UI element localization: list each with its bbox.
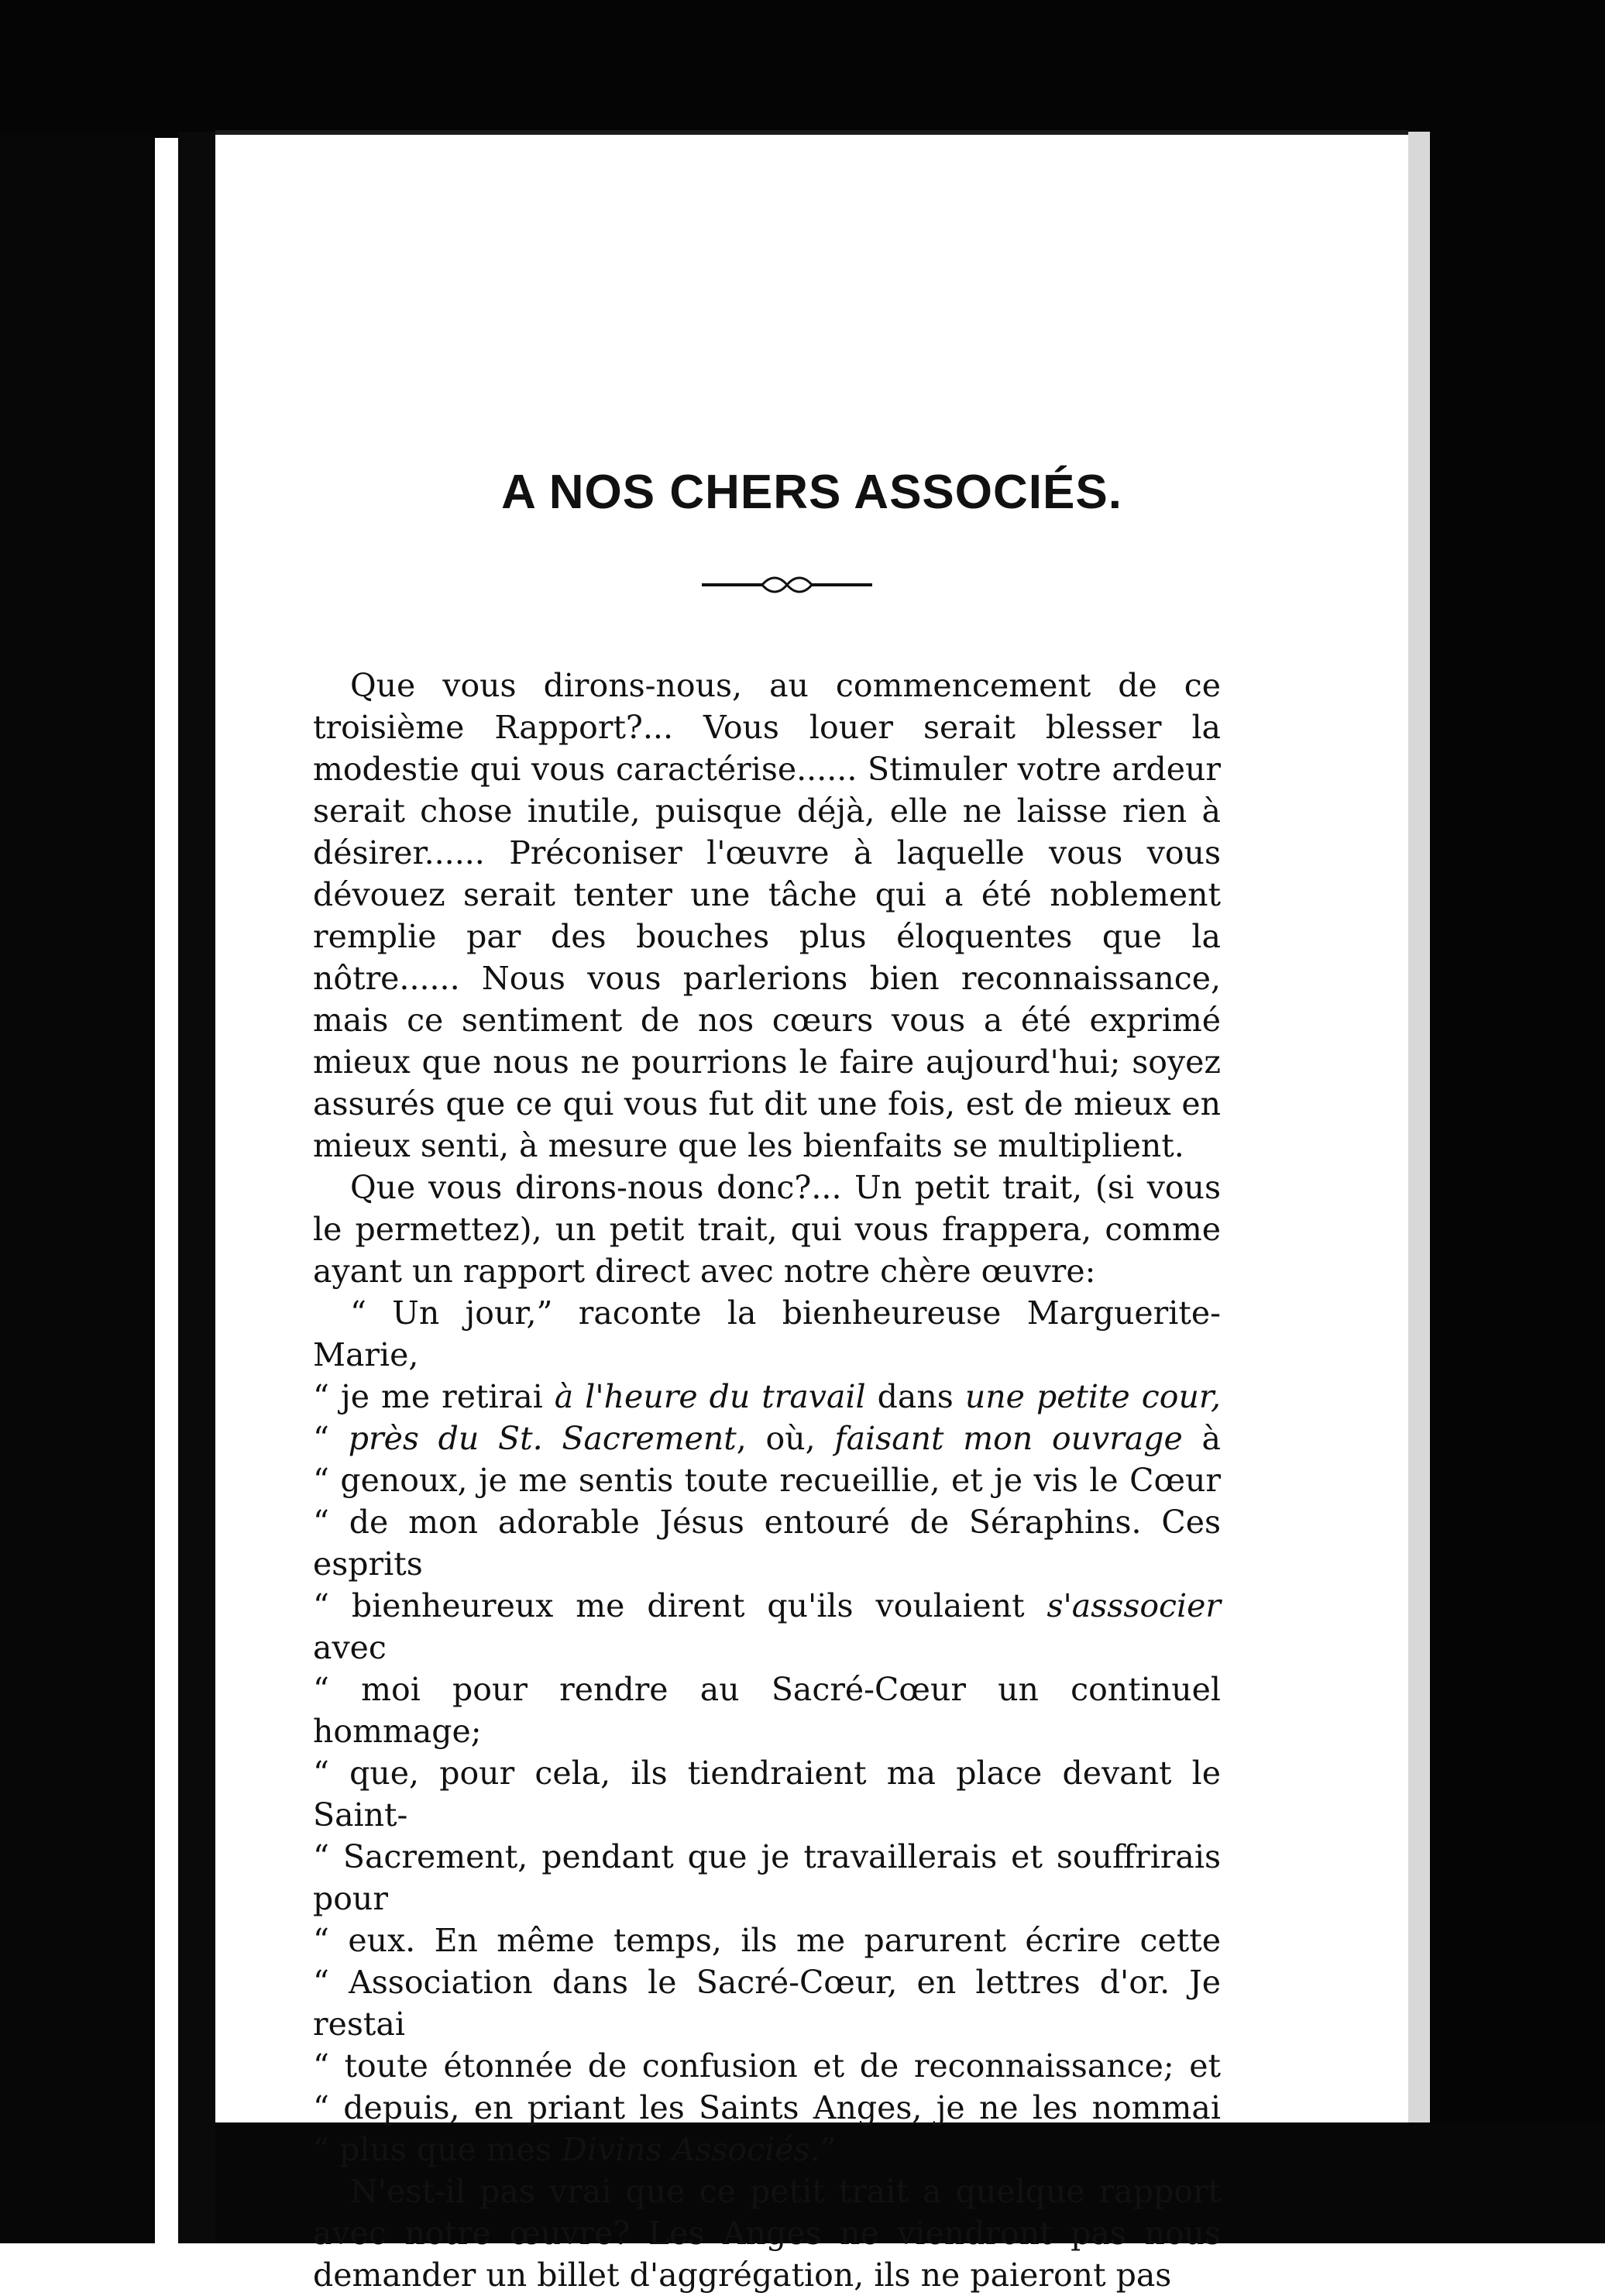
quotation-line: “ Un jour,” raconte la bienheureuse Marguerite-Marie, xyxy=(313,1294,1221,1373)
paragraph-anecdote-intro: Que vous dirons-nous donc?... Un petit trait, (si vous le permettez), un petit trait, qui vous frappera, comme ayant un rapport direct avec notre chère œuvre: xyxy=(313,1169,1221,1290)
scan-border-right xyxy=(1430,124,1605,2243)
quotation-line: “ eux. En même temps, ils me parurent écrire cette xyxy=(313,1922,1221,1959)
quotation-line: “ je me retirai à l'heure du travail dans une petite cour, xyxy=(313,1378,1221,1415)
quotation-line: “ toute étonnée de confusion et de reconnaissance; et xyxy=(313,2047,1221,2085)
quotation-line: “ plus que mes Divins Associés.” xyxy=(313,2131,837,2168)
quotation-line: “ près du St. Sacrement, où, faisant mon ouvrage à xyxy=(313,1420,1221,1457)
page-edge xyxy=(1408,132,1430,2130)
quotation-block xyxy=(313,1292,1221,2171)
quotation-line: “ Association dans le Sacré-Cœur, en lettres d'or. Je restai xyxy=(313,1964,1221,2043)
quotation-line: “ genoux, je me sentis toute recueillie, et je vis le Cœur xyxy=(313,1462,1221,1499)
quotation-line: “ depuis, en priant les Saints Anges, je ne les nommai xyxy=(313,2089,1221,2126)
book-gutter xyxy=(178,132,215,2243)
page-title: A NOS CHERS ASSOCIÉS. xyxy=(501,466,1122,519)
quotation-line: “ que, pour cela, ils tiendraient ma place devant le Saint- xyxy=(313,1755,1221,1834)
paragraph-closing: N'est-il pas vrai que ce petit trait a quelque rapport avec notre œuvre? Les Anges ne viendront pas nous demander un billet d'aggrégation, ils ne paieront pas xyxy=(313,2173,1221,2294)
scan-border-top xyxy=(0,0,1605,138)
quotation-line: “ bienheureux me dirent qu'ils voulaient s'asssocier avec xyxy=(313,1587,1221,1666)
quotation-line: “ de mon adorable Jésus entouré de Séraphins. Ces esprits xyxy=(313,1504,1221,1583)
facing-page-sliver xyxy=(155,138,178,2243)
quotation-line: “ moi pour rendre au Sacré-Cœur un continuel hommage; xyxy=(313,1671,1221,1750)
page-body xyxy=(313,665,1221,2296)
scan-border-left xyxy=(0,132,155,2243)
title-ornament xyxy=(702,573,872,596)
quotation-line: “ Sacrement, pendant que je travaillerais et souffrirais pour xyxy=(313,1838,1221,1917)
paragraph-intro: Que vous dirons-nous, au commencement de ce troisième Rapport?... Vous louer serait blesser la modestie qui vous caractérise...... Stimuler votre ardeur serait chose inutile, puisque déjà, elle ne laisse rien à désirer...... Préconiser l'œuvre à laquelle vous vous dévouez serait tenter une tâche qui a été noblement remplie par des bouches plus éloquentes que la nôtre...... Nous vous parlerions bien reconnaissance, mais ce sentiment de nos cœurs vous a été exprimé mieux que nous ne pourrions le faire aujourd'hui; soyez assurés que ce qui vous fut dit une fois, est de mieux en mieux senti, à mesure que les bienfaits se multiplient. xyxy=(313,667,1221,1164)
